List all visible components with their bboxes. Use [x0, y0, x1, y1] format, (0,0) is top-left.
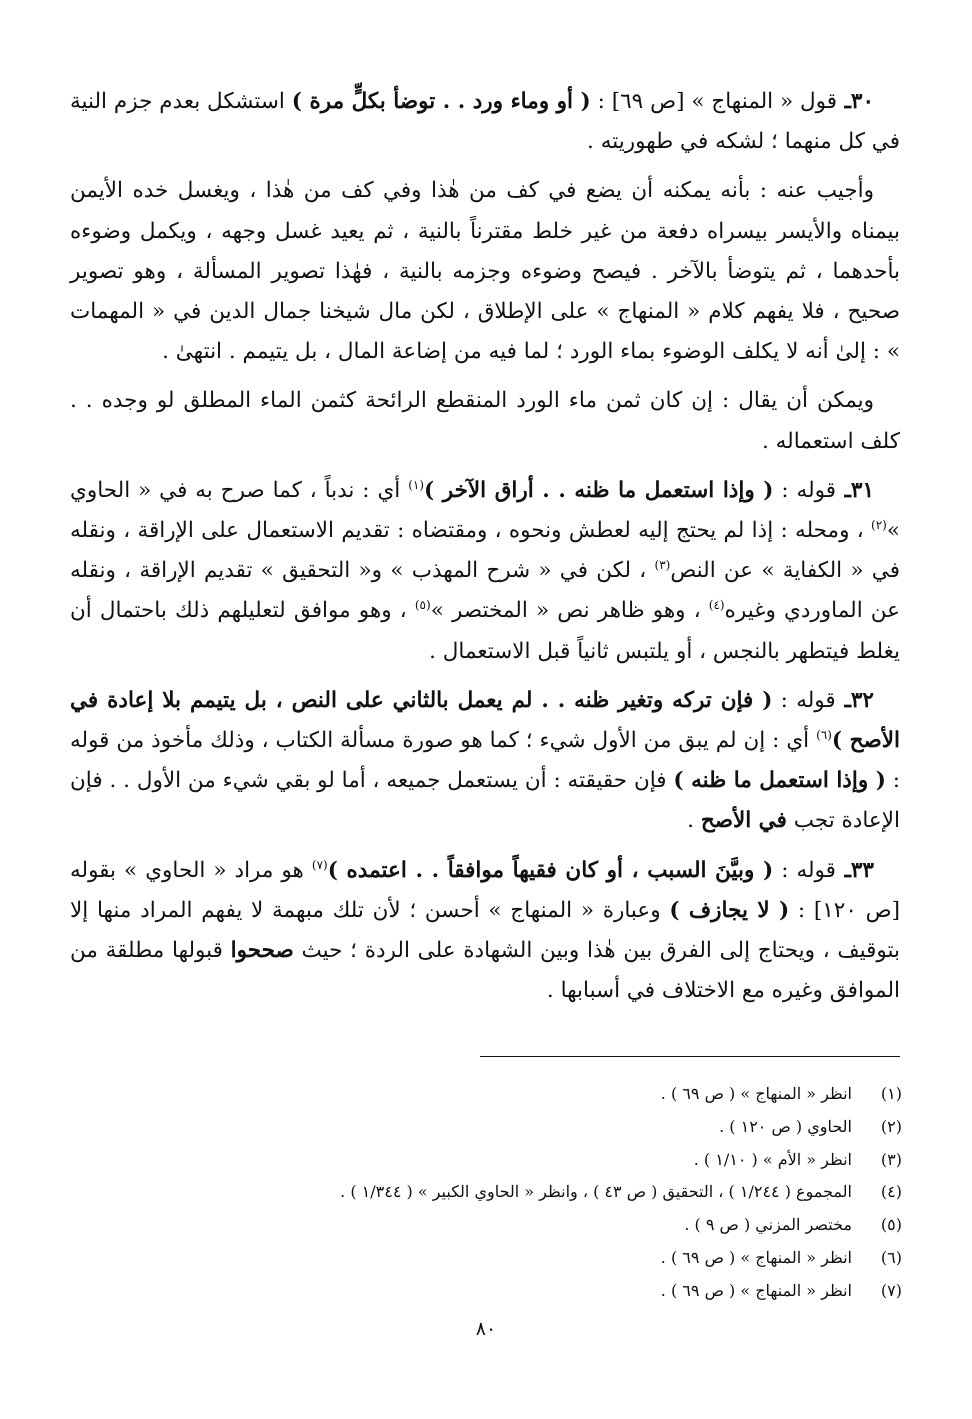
- footnote-ref[interactable]: (٧): [311, 857, 328, 872]
- footnote-text: المجموع ( ١/٢٤٤ ) ، التحقيق ( ص ٤٣ ) ، وانظر « الحاوي الكبير » ( ١/٣٤٤ ) .: [340, 1182, 852, 1202]
- quoted-matn: ( وإذا استعمل ما ظنه ): [673, 768, 886, 794]
- footnote-ref[interactable]: (٣): [654, 558, 671, 573]
- page-number: ٨٠: [475, 1318, 497, 1340]
- text-run: قوله :: [772, 687, 836, 713]
- footnote-number: (٦): [880, 1247, 902, 1267]
- footnote-item: [72, 1275, 902, 1308]
- footnotes: [72, 1078, 902, 1308]
- text-run: فإن حقيقته : أن يستعمل جميعه ، أما لو بقي شيء من الأول . . فإن الإعادة تجب: [70, 768, 900, 834]
- paragraph: [70, 171, 900, 372]
- text-run: قوله :: [773, 857, 836, 883]
- footnote-text: مختصر المزني ( ص ٩ ) .: [684, 1215, 852, 1235]
- text-run: هو مراد « الحاوي » بقوله [ص ١٢٠] :: [70, 857, 901, 923]
- issue-number: ٣٢ـ: [835, 687, 874, 713]
- quoted-matn: ( فإن تركه وتغير ظنه . . لم يعمل بالثاني على النص ، بل يتيمم بلا إعادة في الأصح ): [70, 687, 900, 754]
- paragraph: [70, 681, 900, 842]
- footnote-item: [72, 1176, 902, 1209]
- paragraph: [70, 82, 900, 162]
- footnote-text: انظر « المنهاج » ( ص ٦٩ ) .: [660, 1084, 852, 1103]
- text-run: .: [687, 808, 701, 834]
- footnote-item: [72, 1242, 902, 1275]
- footnote-number: (٣): [880, 1149, 902, 1169]
- text-run: ، لكن في « شرح المهذب » و« التحقيق » تقديم الإراقة ، ونقله عن الماوردي وغيره: [70, 558, 901, 624]
- text-run: ، وهو موافق لتعليلهم ذلك باحتمال أن يغلط فيتطهر بالنجس ، أو يلتبس ثانياً قبل الاستعمال .: [70, 598, 900, 664]
- quoted-matn: ( وإذا استعمل ما ظنه . . أراق الآخر ): [424, 477, 774, 503]
- footnote-item: [72, 1111, 902, 1144]
- footnote-number: (٥): [880, 1215, 902, 1235]
- issue-number: ٣١ـ: [836, 477, 875, 503]
- text-run: وأجيب عنه : بأنه يمكنه أن يضع في كف من هٰذا وفي كف من هٰذا ، ويغسل خده الأيمن بيمناه والأيسر بيسراه دفعة من غير خلط مقترناً بالنية ، ثم يعيد غسل وجهه ، ويكمل وضوءه بأحدهما ، ثم يتوضأ بالآخر . فيصح وضوءه وجزمه بالنية ، فهٰذا تصوير المسألة ، وهو تصوير صحيح ، فلا يفهم كلام « المنهاج » على الإطلاق ، لكن مال شيخنا جمال الدين في « المهمات » : إلىٰ أنه لا يكلف الوضوء بماء الورد ؛ لما فيه من إضاعة المال ، بل يتيمم . انتهىٰ .: [70, 178, 900, 365]
- text-run: ، ومحله : إذا لم يحتج إليه لعطش ونحوه ، ومقتضاه : تقديم الاستعمال على الإراقة ، ونقله في « الكفاية » عن النص: [70, 518, 900, 584]
- emphasis: صححوا: [230, 938, 294, 964]
- footnote-ref[interactable]: (٦): [816, 727, 832, 742]
- quoted-matn: ( أو وماء ورد . . توضأ بكلٍّ مرة ): [291, 89, 591, 114]
- footnote-ref[interactable]: (٤): [708, 598, 725, 613]
- text-run: أي : ندباً ، كما صرح به في « الحاوي »: [70, 477, 900, 544]
- text-run: وعبارة « المنهاج » أحسن ؛ لأن تلك مبهمة لا يفهم المراد منها إلا بتوقيف ، ويحتاج إلى الفرق بين هٰذا وبين الشهادة على الردة ؛ حيث: [70, 897, 900, 964]
- footnote-number: (٢): [880, 1116, 902, 1136]
- paragraph: [70, 381, 900, 461]
- footnote-item: [72, 1078, 902, 1111]
- emphasis: في الأصح: [700, 808, 787, 834]
- text-run: استشكل بعدم جزم النية في كل منهما ؛ لشكه في طهوريته .: [70, 89, 900, 155]
- footnote-text: انظر « الأم » ( ١/١٠ ) .: [693, 1149, 852, 1169]
- text-run: قبولها مطلقة من الموافق وغيره مع الاختلاف في أسبابها .: [70, 938, 900, 1004]
- footnote-number: (٤): [880, 1182, 902, 1202]
- footnote-item: [72, 1144, 902, 1177]
- footnote-text: انظر « المنهاج » ( ص ٦٩ ) .: [660, 1280, 852, 1300]
- text-run: قول « المنهاج » [ص ٦٩] :: [590, 89, 838, 114]
- quoted-matn: ( وبيَّنَ السبب ، أو كان فقيهاً موافقاً . . اعتمده ): [327, 857, 774, 883]
- text-run: قوله :: [773, 477, 837, 503]
- footnote-ref[interactable]: (٢): [871, 517, 887, 532]
- quoted-matn: ( لا يجازف ): [669, 897, 790, 923]
- main-text: [70, 82, 900, 1020]
- footnote-separator: [480, 1056, 900, 1057]
- footnote-text: انظر « المنهاج » ( ص ٦٩ ) .: [660, 1247, 852, 1267]
- text-run: أي : إن لم يبق من الأول شيء ؛ كما هو صورة مسألة الكتاب ، وذلك مأخوذ من قوله :: [70, 728, 901, 794]
- text-run: ويمكن أن يقال : إن كان ثمن ماء الورد المنقطع الرائحة كثمن الماء المطلق لو وجده . . كلف استعماله .: [70, 388, 900, 454]
- footnote-ref[interactable]: (١): [408, 477, 425, 492]
- issue-number: ٣٠ـ: [837, 89, 874, 114]
- paragraph: [70, 851, 900, 1012]
- footnote-item: [72, 1209, 902, 1242]
- footnote-ref[interactable]: (٥): [414, 598, 431, 613]
- text-run: ، وهو ظاهر نص « المختصر »: [430, 598, 709, 624]
- issue-number: ٣٣ـ: [835, 857, 874, 883]
- footnote-number: (١): [880, 1084, 902, 1103]
- footnote-text: الحاوي ( ص ١٢٠ ) .: [719, 1116, 852, 1136]
- footnote-number: (٧): [880, 1280, 902, 1300]
- paragraph: [70, 471, 900, 672]
